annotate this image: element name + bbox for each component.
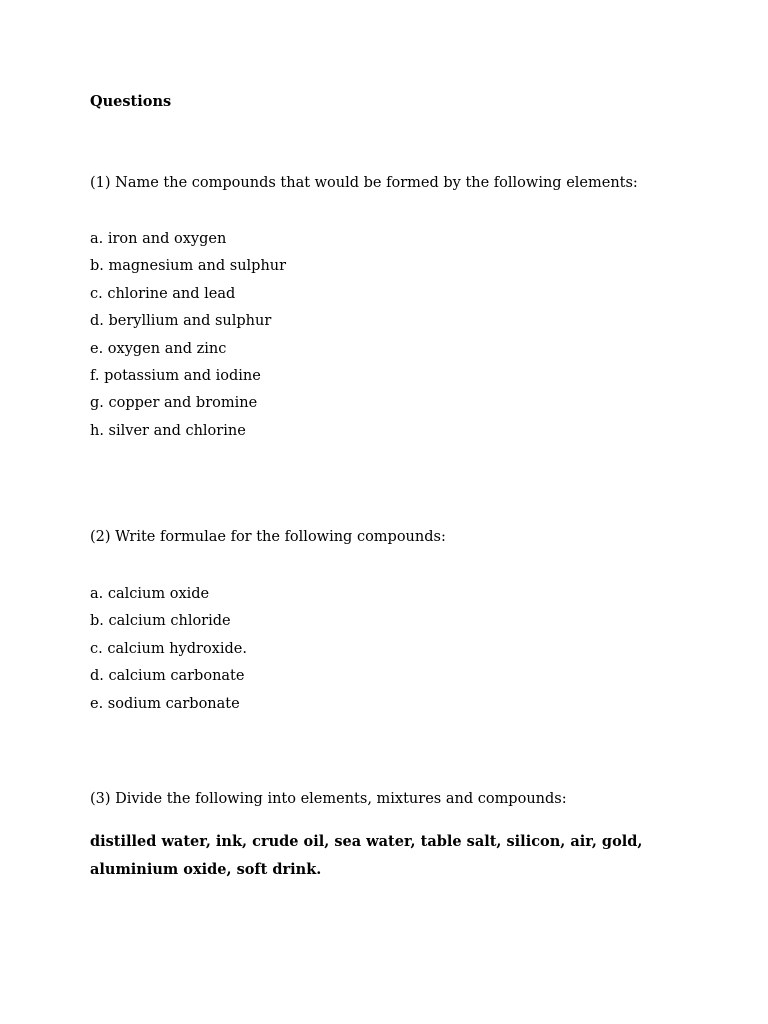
list-item: g. copper and bromine <box>90 395 258 412</box>
list-item: e. oxygen and zinc <box>90 340 227 357</box>
question-3-line: distilled water, ink, crude oil, sea water, table salt, silicon, air, gold, <box>90 833 643 850</box>
list-item: f. potassium and iodine <box>90 367 261 384</box>
question-1-title: (1) Name the compounds that would be formed by the following elements: <box>90 175 638 191</box>
list-item: b. calcium chloride <box>90 613 231 630</box>
question-2-list <box>90 584 247 721</box>
list-item: c. chlorine and lead <box>90 285 236 302</box>
question-3-title: (3) Divide the following into elements, mixtures and compounds: <box>90 791 567 807</box>
list-item: a. iron and oxygen <box>90 231 227 247</box>
list-item: d. beryllium and sulphur <box>90 313 272 330</box>
list-item: a. calcium oxide <box>90 586 210 602</box>
question-3-line: aluminium oxide, soft drink. <box>90 861 322 878</box>
list-item: c. calcium hydroxide. <box>90 640 247 657</box>
list-item: e. sodium carbonate <box>90 695 240 712</box>
list-item: h. silver and chlorine <box>90 422 246 439</box>
question-1-list <box>90 229 286 448</box>
question-2-title: (2) Write formulae for the following compounds: <box>90 529 446 545</box>
list-item: b. magnesium and sulphur <box>90 258 287 275</box>
list-item: d. calcium carbonate <box>90 668 245 685</box>
question-3-items <box>90 828 690 884</box>
page-heading: Questions <box>90 93 172 110</box>
